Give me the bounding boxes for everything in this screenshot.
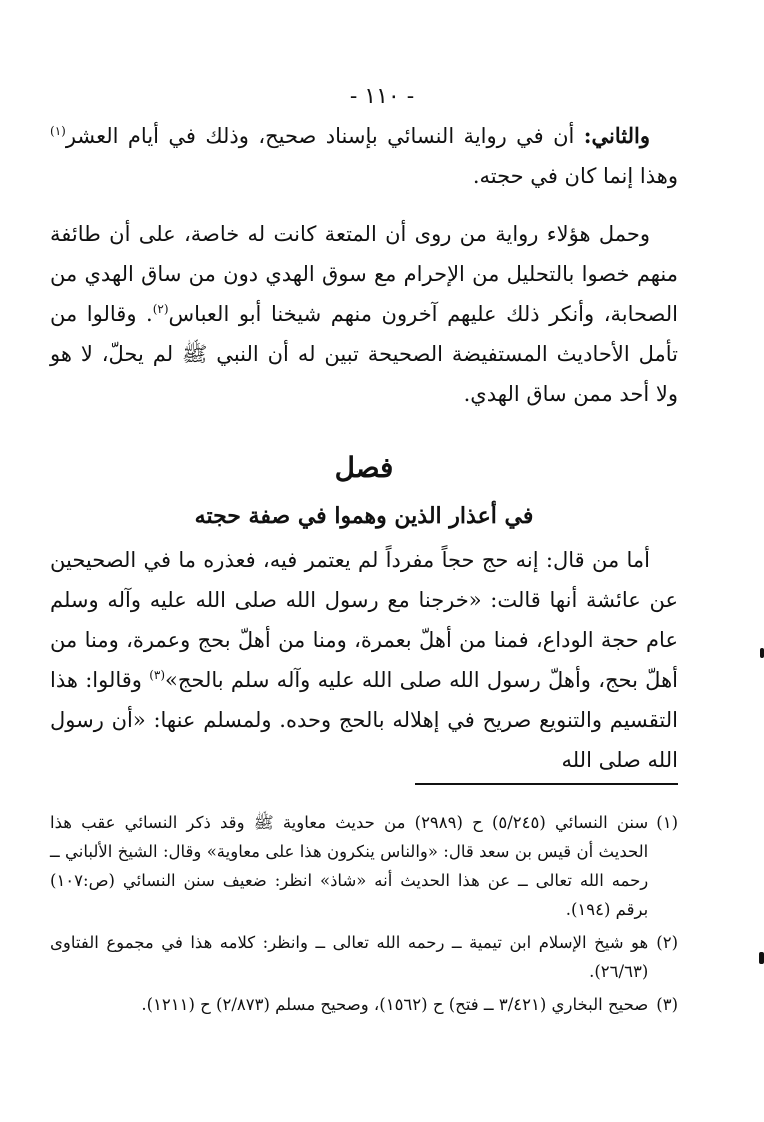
footnote-1 [50,808,678,924]
paragraph-2-text-a: وحمل هؤلاء رواية من روى أن المتعة كانت له خاصة، على أن طائفة منهم خصوا بالتحليل من الإحرام مع سوق الهدي دون من ساق الهدي من الصحابة، وأنكر ذلك عليهم آخرون منهم شيخنا أبو العباس [50,222,678,326]
paragraph-1-text-a: أن في رواية النسائي بإسناد صحيح، وذلك في أيام العشر [65,124,584,148]
page-number: - ١١٠ - [349,84,415,109]
footnote-text: سنن النسائي (٥/٢٤٥) ح (٢٩٨٩) من حديث معاوية ﷺ وقد ذكر النسائي عقب هذا الحديث أن قيس بن سعد قال: «والناس ينكرون هذا على معاوية» وقال: الشيخ الألباني ــ رحمه الله تعالى ــ عن هذا الحديث أنه «شاذ» انظر: ضعيف سنن النسائي (ص:١٠٧) برقم (١٩٤). [50,813,649,919]
footnote-text: هو شيخ الإسلام ابن تيمية ــ رحمه الله تعالى ــ وانظر: كلامه هذا في مجموع الفتاوى (٢٦/٦٣). [50,933,649,981]
paragraph-1-lead: والثاني: [583,123,650,148]
footnote-3 [50,990,678,1019]
footnote-text: صحيح البخاري (٣/٤٢١ ــ فتح) ح (١٥٦٢)، وصحيح مسلم (٢/٨٧٣) ح (١٢١١). [141,995,649,1014]
footnote-ref-1[interactable]: (١) [50,124,66,138]
footnote-ref-2[interactable]: (٢) [152,302,169,316]
footnote-divider [415,783,678,785]
main-text [50,116,678,780]
paragraph-3-text-a: أما من قال: إنه حج حجاً مفرداً لم يعتمر فيه، فعذره ما في الصحيحين عن عائشة أنها قالت: «خرجنا مع رسول الله صلى الله عليه وآله وسلم عام حجة الوداع، فمنا من أهلّ بعمرة، ومنا من أهلّ بحج وعمرة، ومنا من أهلّ بحج، وأهلّ رسول الله صلى الله عليه وآله سلم بالحج» [50,548,678,692]
footnote-2 [50,928,678,986]
footnote-number: (٣) [656,995,678,1014]
section-subtitle: في أعذار الذين وهموا في صفة حجته [194,503,534,529]
footnote-number: (٢) [656,933,678,952]
paragraph-2-text-b: . وقالوا من تأمل الأحاديث المستفيضة الصحيحة تبين له أن النبي ﷺ لم يحلّ، لا هو ولا أحد ممن ساق الهدي. [50,302,678,406]
footnote-number: (١) [656,813,678,832]
footnotes [50,808,678,1023]
section-title: فصل [334,451,394,484]
footnote-ref-3[interactable]: (٣) [149,668,166,682]
paragraph-2 [50,214,678,414]
paragraph-3 [50,540,678,780]
scan-edge-mark [760,648,764,658]
paragraph-1-text-b: وهذا إنما كان في حجته. [472,164,678,188]
paragraph-3-text-b: وقالوا: هذا التقسيم والتنويع صريح في إهلاله بالحج وحده. ولمسلم عنها: «أن رسول الله صلى الله [50,668,678,772]
scan-edge-mark [759,952,764,964]
paragraph-1 [50,116,678,196]
